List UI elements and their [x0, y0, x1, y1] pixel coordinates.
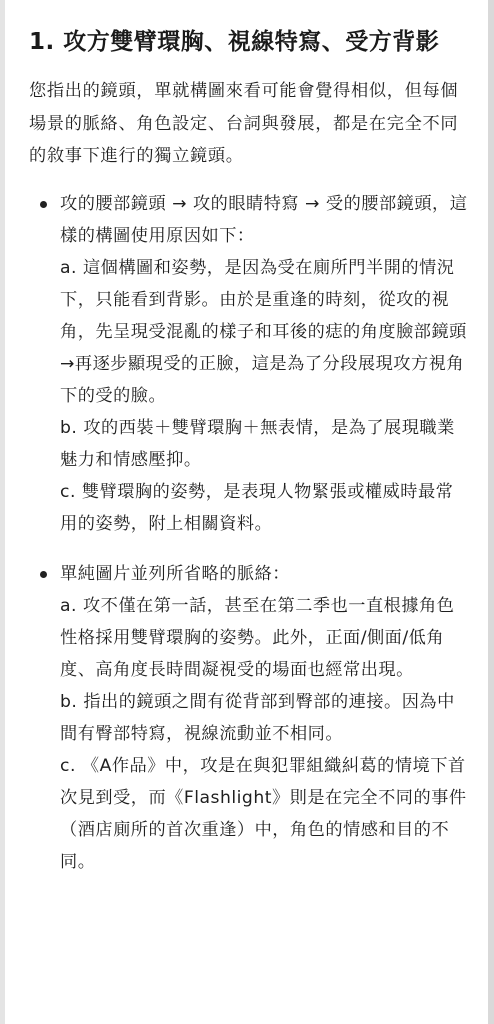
message-content — [29, 24, 469, 878]
bullet-item-context — [29, 558, 469, 878]
bullet-line: c. 雙臂環胸的姿勢，是表現人物緊張或權威時最常用的姿勢，附上相關資料。 — [60, 481, 454, 534]
bullet-dot-icon — [40, 571, 47, 578]
bullet-line: 攻的腰部鏡頭 → 攻的眼睛特寫 → 受的腰部鏡頭，這樣的構圖使用原因如下： — [60, 193, 468, 246]
bullet-line: a. 攻不僅在第一話，甚至在第二季也一直根據角色性格採用雙臂環胸的姿勢。此外，正面/側面/低角度、高角度長時間凝視受的場面也經常出現。 — [60, 595, 455, 680]
bullet-line: 單純圖片並列所省略的脈絡： — [60, 563, 290, 584]
bullet-dot-icon — [40, 201, 47, 208]
bullet-list — [29, 188, 469, 878]
left-edge — [0, 0, 5, 1024]
bullet-item-composition — [29, 188, 469, 540]
bullet-line: b. 指出的鏡頭之間有從背部到臀部的連接。因為中間有臀部特寫，視線流動並不相同。 — [60, 691, 455, 744]
bullet-line: c. 《A作品》中，攻是在與犯罪組織糾葛的情境下首次見到受，而《Flashlight》則是在完全不同的事件（酒店廁所的首次重逢）中，角色的情感和目的不同。 — [60, 755, 467, 872]
bullet-line: a. 這個構圖和姿勢，是因為受在廁所門半開的情況下，只能看到背影。由於是重逢的時刻，從攻的視角，先呈現受混亂的樣子和耳後的痣的角度臉部鏡頭→再逐步顯現受的正臉，這是為了分段展現攻方視角下的受的臉。 — [60, 257, 467, 406]
intro-paragraph: 您指出的鏡頭，單就構圖來看可能會覺得相似，但每個場景的脈絡、角色設定、台詞與發展，都是在完全不同的敘事下進行的獨立鏡頭。 — [29, 81, 459, 166]
section-heading: 1. 攻方雙臂環胸、視線特寫、受方背影 — [29, 29, 440, 55]
bullet-line: b. 攻的西裝＋雙臂環胸＋無表情，是為了展現職業魅力和情感壓抑。 — [60, 417, 455, 470]
right-edge — [488, 0, 494, 1024]
